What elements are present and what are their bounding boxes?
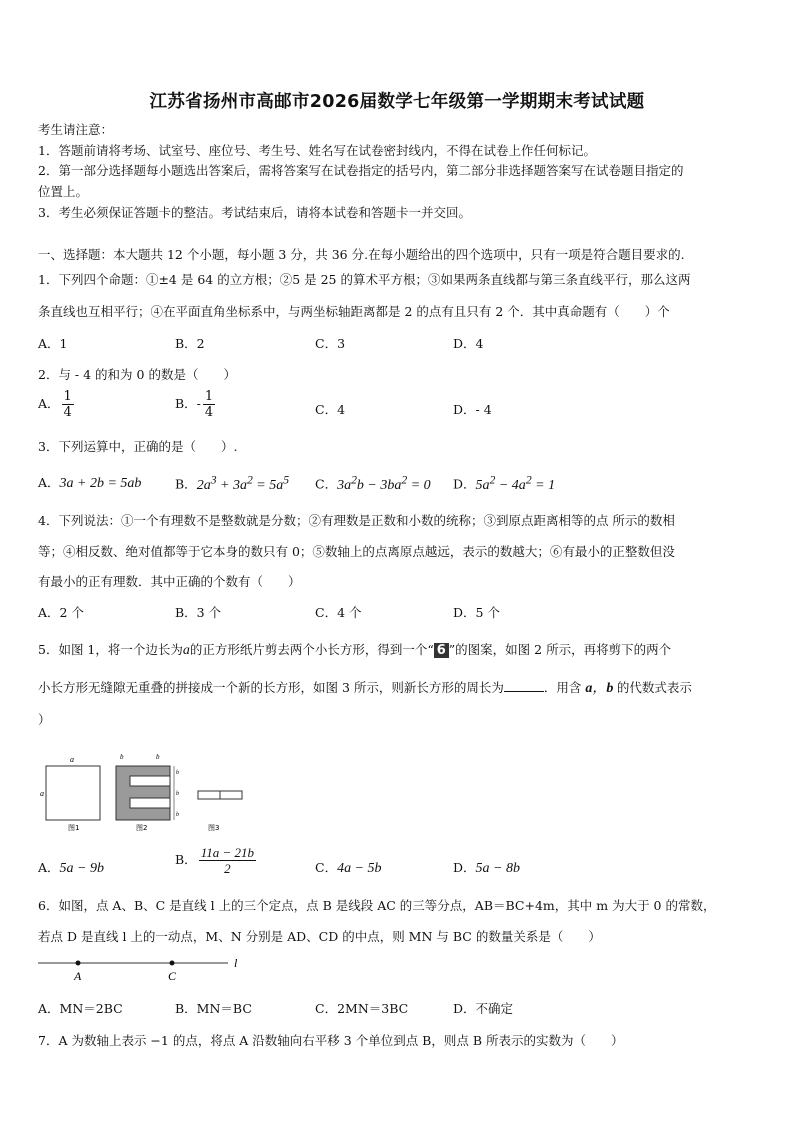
q5-option-b xyxy=(175,846,258,875)
q1-line1: 1．下列四个命题：①±4 是 64 的立方根；②5 是 25 的算术平方根；③如果两条直线都与第三条直线平行，那么这两 xyxy=(38,272,691,287)
q5-text: 的正方形纸片剪去两个小长方形，得到一个“ xyxy=(189,642,434,657)
q4-option-a: A．2 个 xyxy=(38,605,84,620)
q5-option-a-expr: 5a − 9b xyxy=(59,861,104,876)
q6-line1: 6．如图，点 A、B、C 是直线 l 上的三个定点，点 B 是线段 AC 的三等分点，AB＝BC+4m，其中 m 为大于 0 的常数， xyxy=(38,898,716,913)
notice-item-2-cont: 位置上。 xyxy=(38,184,89,199)
q5-line2 xyxy=(38,677,692,697)
q4-option-b: B．3 个 xyxy=(175,605,222,620)
q6-option-d: D．不确定 xyxy=(453,1001,514,1016)
fig2-label-b: b xyxy=(156,753,160,761)
notice-head: 考生请注意： xyxy=(38,122,114,137)
q1-option-c: C．3 xyxy=(315,336,346,351)
fraction-denominator: 4 xyxy=(63,405,72,420)
q5-option-c-expr: 4a − 5b xyxy=(337,861,382,876)
q5-option-a xyxy=(38,858,104,877)
q5-option-d-label: D． xyxy=(453,860,476,875)
fig2-label-b: b xyxy=(176,812,179,818)
q2-stem: 2．与 - 4 的和为 0 的数是（ ） xyxy=(38,367,236,382)
notice-item-1: 1．答题前请将考场、试室号、座位号、考生号、姓名写在试卷密封线内，不得在试卷上作任何标记。 xyxy=(38,143,596,158)
q6-option-b: B．MN＝BC xyxy=(175,1001,252,1016)
q5-option-c xyxy=(315,858,382,877)
q5-option-a-label: A． xyxy=(38,860,60,875)
six-shape-glyph: 6 xyxy=(434,643,449,658)
q7-stem: 7．A 为数轴上表示 −1 的点，将点 A 沿数轴向右平移 3 个单位到点 B，则点 B 所表示的实数为（ ） xyxy=(38,1033,624,1048)
q6-option-c: C．2MN＝3BC xyxy=(315,1001,409,1016)
q2-option-a-label: A． xyxy=(38,396,60,411)
point-c-dot xyxy=(170,961,175,966)
fraction-numerator: 11a − 21b xyxy=(200,845,254,860)
fig2-cutout-bottom xyxy=(130,798,170,808)
q3-option-d xyxy=(453,473,555,494)
q3-option-b xyxy=(175,473,289,494)
point-a-label: A xyxy=(74,969,82,983)
q3-stem: 3．下列运算中，正确的是（ ）. xyxy=(38,439,238,454)
page-title: 江苏省扬州市高邮市2026届数学七年级第一学期期末考试试题 xyxy=(149,92,645,112)
q2-option-a-fraction xyxy=(62,390,74,419)
q1-line2: 条直线也互相平行；④在平面直角坐标系中，与两坐标轴距离都是 2 的点有且只有 2 个．其中真命题有（ ）个 xyxy=(38,304,670,319)
q3-option-a xyxy=(38,473,141,492)
q3-option-b-expr: $2a^3 + 3a^2 = 5a^5$ xyxy=(196,473,290,493)
q5-figures xyxy=(38,752,258,834)
q5-option-c-label: C． xyxy=(315,860,338,875)
section-heading: 一、选择题：本大题共 12 个小题，每小题 3 分，共 36 分.在每小题给出的四个选项中，只有一项是符合题目要求的. xyxy=(38,247,685,262)
fraction-numerator: 1 xyxy=(204,389,214,404)
q4-line1: 4．下列说法：①一个有理数不是整数就是分数；②有理数是正数和小数的统称；③到原点距离相等的点 所示的数相 xyxy=(38,513,675,528)
q6-line-diagram xyxy=(36,953,256,985)
fig2-cutout-top xyxy=(130,776,170,786)
notice-item-3: 3．考生必须保证答题卡的整洁。考试结束后，请将本试卷和答题卡一并交回。 xyxy=(38,205,471,220)
q2-option-c: C．4 xyxy=(315,402,346,417)
q3-option-a-label: A． xyxy=(38,475,60,490)
fig2-label-b: b xyxy=(176,770,179,776)
q5-option-d xyxy=(453,858,520,877)
fig1-caption: 图1 xyxy=(68,824,80,832)
fig2-shape xyxy=(116,766,170,820)
q2-option-b-fraction xyxy=(203,390,215,419)
fig3-caption: 图3 xyxy=(208,824,220,832)
fraction-denominator: 4 xyxy=(204,405,214,420)
q4-line2: 等；④相反数、绝对值都等于它本身的数只有 0；⑤数轴上的点离原点越远，表示的数越大；⑥有最小的正整数但没 xyxy=(38,544,675,559)
q1-option-d: D．4 xyxy=(453,336,484,351)
q5-text: 5．如图 1，将一个边长为 xyxy=(38,642,183,657)
fig2-label-b: b xyxy=(120,753,124,761)
q5-line1 xyxy=(38,640,671,659)
q3-option-d-expr: $5a^2 - 4a^2 = 1$ xyxy=(475,473,556,493)
q2-option-b-label: B．- xyxy=(175,396,201,411)
q5-text: ”的图案，如图 2 所示，再将剪下的两个 xyxy=(448,642,672,657)
q6-option-a: A．MN＝2BC xyxy=(38,1001,123,1016)
notice-item-2: 2．第一部分选择题每小题选出答案后，需将答案写在试卷指定的括号内，第二部分非选择题答案写在试卷题目指定的 xyxy=(38,163,684,178)
q2-option-b xyxy=(175,390,217,419)
q1-option-a: A．1 xyxy=(38,336,68,351)
vars-a-b: a，b xyxy=(585,681,614,696)
fig1-square xyxy=(46,766,100,820)
fig2-label-b: b xyxy=(176,791,179,797)
point-c-label: C xyxy=(168,969,177,983)
q4-line3: 有最小的正有理数．其中正确的个数有（ ） xyxy=(38,574,301,589)
var-a: a xyxy=(182,643,190,658)
q4-option-d: D．5 个 xyxy=(453,605,500,620)
q2-option-d: D．- 4 xyxy=(453,402,492,417)
fraction-numerator: 1 xyxy=(63,389,72,404)
fraction-denominator: 2 xyxy=(224,861,231,876)
q3-option-b-label: B． xyxy=(175,476,197,492)
point-a-dot xyxy=(76,961,81,966)
q1-option-b: B．2 xyxy=(175,336,205,351)
q2-option-a xyxy=(38,390,76,419)
q3-option-d-label: D． xyxy=(453,476,476,492)
q5-option-d-expr: 5a − 8b xyxy=(475,861,520,876)
q3-option-c xyxy=(315,473,431,494)
q5-text: 小长方形无缝隙无重叠的拼接成一个新的长方形，如图 3 所示，则新长方形的周长为 xyxy=(38,680,504,695)
q3-option-c-expr: $3a^2b - 3ba^2 = 0$ xyxy=(337,473,431,493)
q5-text: 的代数式表示 xyxy=(616,680,692,695)
fig1-label-a-left: a xyxy=(40,789,44,798)
q5-line3: ） xyxy=(38,712,51,727)
fig2-caption: 图2 xyxy=(136,824,148,832)
q5-option-b-label: B． xyxy=(175,852,197,867)
q3-option-c-label: C． xyxy=(315,476,338,492)
answer-blank xyxy=(504,679,544,692)
q4-option-c: C．4 个 xyxy=(315,605,362,620)
q3-option-a-expr: 3a + 2b = 5ab xyxy=(59,476,142,491)
fig1-label-a-top: a xyxy=(70,755,74,764)
line-l-label: l xyxy=(234,956,238,970)
q6-line2: 若点 D 是直线 l 上的一动点，M、N 分别是 AD、CD 的中点，则 MN 与 BC 的数量关系是（ ） xyxy=(38,929,601,944)
q5-option-b-fraction xyxy=(199,846,256,875)
q5-text: ．用含 xyxy=(543,680,582,695)
